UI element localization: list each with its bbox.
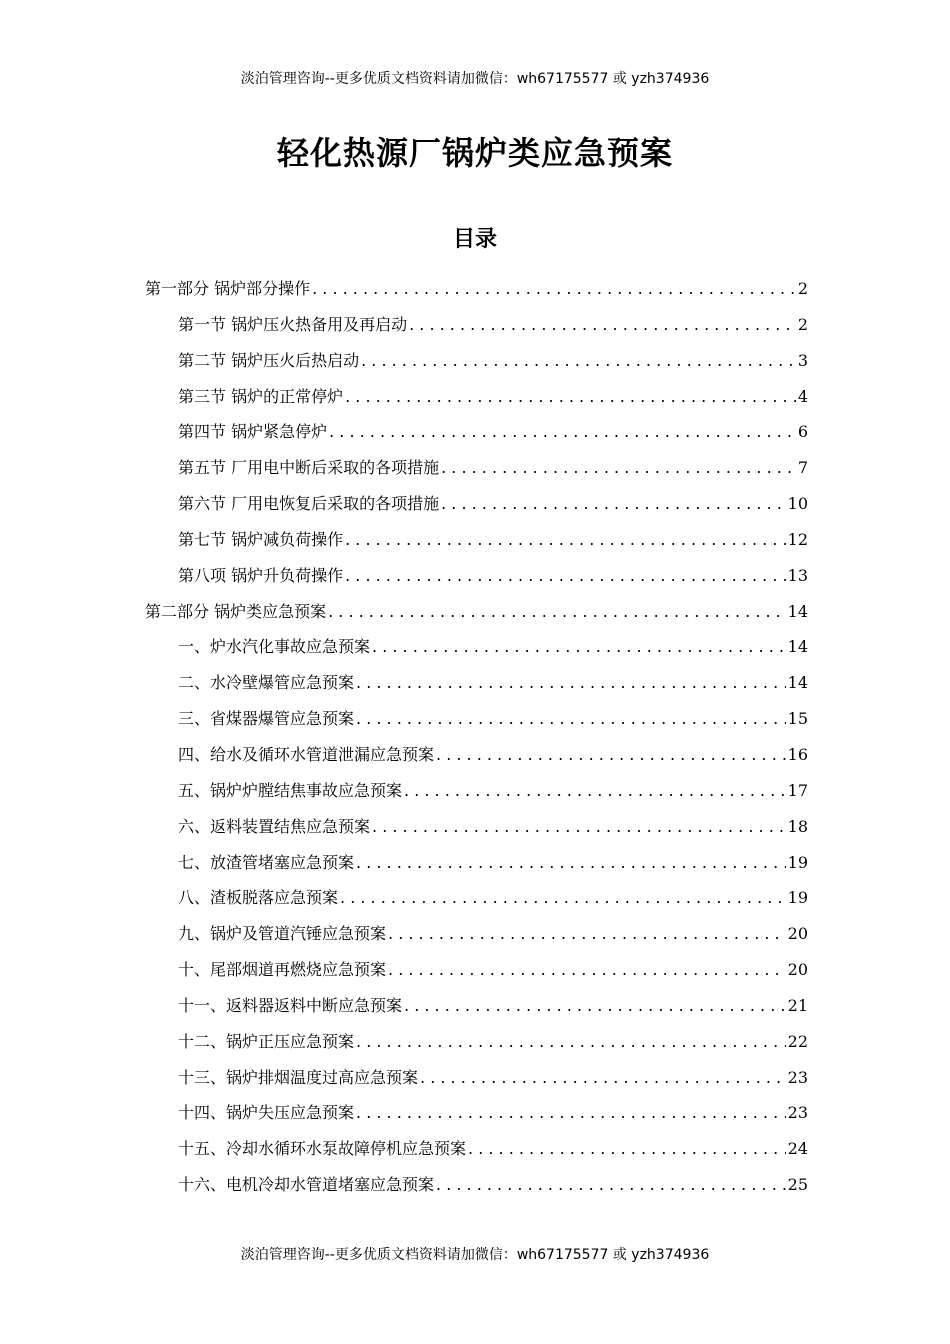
footer-banner: 淡泊管理咨询--更多优质文档资料请加微信：wh67175577 或 yzh374936 — [240, 1247, 710, 1263]
toc-entry-page-number: 10 — [787, 494, 808, 514]
toc-entry-label: 十五、冷却水循环水泵故障停机应急预案 — [178, 1139, 467, 1159]
toc-entry-label: 第三节 锅炉的正常停炉 — [178, 386, 344, 406]
toc-entry[interactable] — [145, 812, 808, 848]
toc-dot-leader — [468, 1134, 786, 1164]
toc-entry[interactable] — [145, 274, 808, 310]
toc-entry[interactable] — [145, 382, 808, 418]
toc-heading: 目录 — [452, 227, 497, 252]
toc-entry-page-number: 19 — [787, 852, 808, 872]
toc-entry[interactable] — [145, 955, 808, 991]
toc-dot-leader — [361, 346, 796, 376]
toc-entry[interactable] — [145, 310, 808, 346]
toc-entry-page-number: 2 — [797, 314, 808, 334]
toc-entry-label: 一、炉水汽化事故应急预案 — [178, 637, 371, 657]
toc-entry-page-number: 7 — [797, 458, 808, 478]
toc-entry-label: 三、省煤器爆管应急预案 — [178, 709, 355, 729]
toc-entry-label: 六、返料装置结焦应急预案 — [178, 816, 371, 836]
table-of-contents — [145, 274, 808, 1206]
toc-entry-page-number: 15 — [787, 709, 808, 729]
toc-entry-label: 第七节 锅炉减负荷操作 — [178, 529, 344, 549]
toc-entry-page-number: 23 — [787, 1067, 808, 1087]
toc-dot-leader — [356, 668, 786, 698]
toc-entry-label: 八、渣板脱落应急预案 — [178, 888, 339, 908]
toc-entry-page-number: 24 — [787, 1139, 808, 1159]
toc-entry-label: 第六节 厂用电恢复后采取的各项措施 — [178, 494, 440, 514]
toc-entry-page-number: 17 — [787, 780, 808, 800]
toc-entry[interactable] — [145, 919, 808, 955]
toc-dot-leader — [436, 1170, 786, 1200]
toc-entry-label: 十六、电机冷却水管道堵塞应急预案 — [178, 1175, 435, 1195]
toc-entry[interactable] — [145, 597, 808, 633]
toc-dot-leader — [312, 274, 796, 304]
toc-entry-label: 十、尾部烟道再燃烧应急预案 — [178, 960, 387, 980]
toc-entry-label: 九、锅炉及管道汽锤应急预案 — [178, 924, 387, 944]
toc-entry-page-number: 3 — [797, 350, 808, 370]
toc-entry[interactable] — [145, 740, 808, 776]
toc-entry-label: 第八项 锅炉升负荷操作 — [178, 565, 344, 585]
toc-entry-page-number: 18 — [787, 816, 808, 836]
toc-dot-leader — [345, 525, 786, 555]
toc-dot-leader — [404, 991, 786, 1021]
toc-entry-page-number: 19 — [787, 888, 808, 908]
toc-entry-page-number: 20 — [787, 960, 808, 980]
toc-entry[interactable] — [145, 991, 808, 1027]
toc-entry-page-number: 21 — [787, 995, 808, 1015]
toc-entry[interactable] — [145, 883, 808, 919]
toc-entry-page-number: 14 — [787, 673, 808, 693]
document-title: 轻化热源厂锅炉类应急预案 — [276, 134, 673, 172]
toc-entry-page-number: 13 — [787, 565, 808, 585]
toc-entry[interactable] — [145, 561, 808, 597]
toc-dot-leader — [441, 489, 786, 519]
toc-dot-leader — [328, 597, 786, 627]
toc-dot-leader — [356, 1027, 786, 1057]
toc-dot-leader — [356, 704, 786, 734]
header-banner: 淡泊管理咨询--更多优质文档资料请加微信：wh67175577 或 yzh374936 — [240, 71, 710, 87]
toc-entry-label: 第五节 厂用电中断后采取的各项措施 — [178, 458, 440, 478]
toc-entry[interactable] — [145, 489, 808, 525]
toc-entry-page-number: 20 — [787, 924, 808, 944]
toc-dot-leader — [388, 955, 786, 985]
toc-entry-page-number: 14 — [787, 637, 808, 657]
toc-dot-leader — [345, 561, 786, 591]
toc-entry-page-number: 23 — [787, 1103, 808, 1123]
toc-entry-label: 第二部分 锅炉类应急预案 — [145, 601, 327, 621]
toc-entry[interactable] — [145, 704, 808, 740]
toc-entry[interactable] — [145, 346, 808, 382]
toc-entry-page-number: 12 — [787, 529, 808, 549]
toc-entry-page-number: 4 — [797, 386, 808, 406]
toc-entry-label: 四、给水及循环水管道泄漏应急预案 — [178, 744, 435, 764]
toc-entry-label: 十三、锅炉排烟温度过高应急预案 — [178, 1067, 419, 1087]
toc-dot-leader — [404, 776, 786, 806]
toc-dot-leader — [441, 453, 796, 483]
toc-entry[interactable] — [145, 776, 808, 812]
toc-entry[interactable] — [145, 848, 808, 884]
toc-dot-leader — [436, 740, 786, 770]
toc-entry[interactable] — [145, 1063, 808, 1099]
toc-entry-page-number: 14 — [787, 601, 808, 621]
toc-entry-label: 第一节 锅炉压火热备用及再启动 — [178, 314, 408, 334]
toc-dot-leader — [388, 919, 786, 949]
toc-entry-label: 七、放渣管堵塞应急预案 — [178, 852, 355, 872]
toc-entry[interactable] — [145, 453, 808, 489]
toc-entry[interactable] — [145, 1027, 808, 1063]
toc-dot-leader — [372, 812, 786, 842]
toc-entry-page-number: 25 — [787, 1175, 808, 1195]
toc-dot-leader — [420, 1063, 786, 1093]
toc-dot-leader — [372, 632, 786, 662]
toc-entry[interactable] — [145, 1134, 808, 1170]
toc-entry-label: 十二、锅炉正压应急预案 — [178, 1031, 355, 1051]
toc-entry-page-number: 22 — [787, 1031, 808, 1051]
toc-entry-page-number: 16 — [787, 744, 808, 764]
toc-dot-leader — [356, 1098, 786, 1128]
toc-dot-leader — [356, 848, 786, 878]
toc-entry-label: 第二节 锅炉压火后热启动 — [178, 350, 360, 370]
toc-dot-leader — [409, 310, 796, 340]
toc-entry[interactable] — [145, 525, 808, 561]
toc-entry-page-number: 2 — [797, 279, 808, 298]
toc-entry[interactable] — [145, 668, 808, 704]
toc-dot-leader — [340, 883, 786, 913]
toc-entry-label: 第四节 锅炉紧急停炉 — [178, 422, 328, 442]
toc-entry-label: 第一部分 锅炉部分操作 — [145, 279, 311, 298]
toc-entry-page-number: 6 — [797, 422, 808, 442]
toc-dot-leader — [345, 382, 796, 412]
toc-entry-label: 二、水冷壁爆管应急预案 — [178, 673, 355, 693]
toc-dot-leader — [329, 417, 796, 447]
toc-entry[interactable] — [145, 1098, 808, 1134]
toc-entry-label: 十四、锅炉失压应急预案 — [178, 1103, 355, 1123]
toc-entry-label: 十一、返料器返料中断应急预案 — [178, 995, 403, 1015]
toc-entry[interactable] — [145, 1170, 808, 1206]
toc-entry[interactable] — [145, 417, 808, 453]
toc-entry-label: 五、锅炉炉膛结焦事故应急预案 — [178, 780, 403, 800]
toc-entry[interactable] — [145, 632, 808, 668]
